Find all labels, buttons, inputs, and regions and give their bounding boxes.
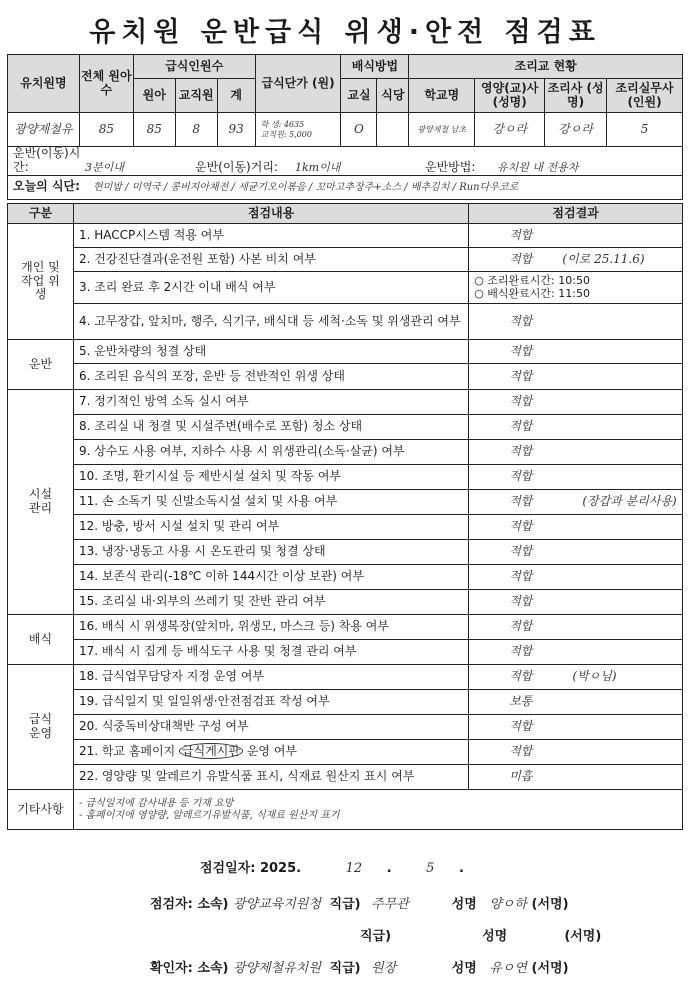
info-kindergarten: 광양제철유	[8, 113, 80, 147]
inspector-org: 광양교육지원청	[233, 897, 321, 912]
check-result: 적합	[469, 304, 683, 340]
other-label: 기타사항	[8, 790, 74, 830]
col-price: 급식단가 (원)	[255, 55, 341, 113]
transport-distance-value: 1km이내	[295, 160, 341, 174]
page-title: 유치원 운반급식 위생·안전 점검표	[89, 17, 601, 48]
col-workers: 조리실무사 (인원)	[607, 79, 683, 113]
col-cook-status: 조리교 현황	[409, 55, 683, 79]
result-value: 적합	[509, 251, 533, 266]
transport-time-label: 운반(이동)시간:	[13, 146, 81, 174]
check-result	[469, 665, 683, 690]
info-total: 85	[79, 113, 133, 147]
head-category: 구분	[8, 204, 74, 224]
check-item: 8. 조리실 내 청결 및 시설주변(배수로 포함) 청소 상태	[73, 415, 468, 440]
check-result	[469, 248, 683, 272]
check-result: 적합	[469, 390, 683, 415]
check-result: 적합	[469, 440, 683, 465]
category-operation: 급식 운영	[8, 665, 74, 790]
category-transport: 운반	[8, 340, 74, 390]
check-item	[73, 740, 468, 765]
confirmer-name-label: 성명	[451, 961, 477, 976]
info-sum: 93	[217, 113, 255, 147]
col-staff: 교직원	[175, 79, 217, 113]
check-result: 적합	[469, 540, 683, 565]
date-day: 5	[426, 861, 435, 876]
check-item: 10. 조명, 환기시설 등 제반시설 설치 및 작동 여부	[73, 465, 468, 490]
info-school: 광양제철 남초	[409, 113, 475, 147]
item-text-after: 운영 여부	[243, 744, 297, 759]
check-item: 7. 정기적인 방역 소독 실시 여부	[73, 390, 468, 415]
check-table	[7, 203, 683, 830]
col-sum: 계	[217, 79, 255, 113]
check-item: 1. HACCP시스템 적용 여부	[73, 224, 468, 248]
second-sign-label: (서명)	[564, 929, 602, 944]
check-result: 적합	[469, 465, 683, 490]
check-item: 16. 배식 시 위생복장(앞치마, 위생모, 마스크 등) 착용 여부	[73, 615, 468, 640]
check-item: 6. 조리된 음식의 포장, 운반 등 전반적인 위생 상태	[73, 364, 468, 390]
other-line-2: - 홈페이지에 영양량, 알레르기유발식품, 식재료 원산지 표기	[78, 809, 340, 821]
check-result	[469, 490, 683, 515]
date-label: 점검일자: 2025.	[200, 861, 302, 876]
check-item: 11. 손 소독기 및 신발소독시설 설치 및 사용 여부	[73, 490, 468, 515]
check-result: 보통	[469, 690, 683, 715]
confirmer-label: 확인자: 소속)	[150, 961, 229, 976]
check-item: 18. 급식업무담당자 지정 운영 여부	[73, 665, 468, 690]
check-item: 15. 조리실 내·외부의 쓰레기 및 잔반 관리 여부	[73, 590, 468, 615]
check-result: 적합	[469, 715, 683, 740]
check-item: 3. 조리 완료 후 2시간 이내 배식 여부	[73, 272, 468, 304]
info-pupils: 85	[133, 113, 175, 147]
result-value: 적합	[509, 669, 533, 684]
transport-time-value: 3분이내	[85, 160, 124, 174]
check-item: 12. 방충, 방서 시설 설치 및 관리 여부	[73, 515, 468, 540]
info-workers: 5	[607, 113, 683, 147]
check-result: 적합	[469, 640, 683, 665]
check-result: 적합	[469, 740, 683, 765]
col-meal-count: 급식인원수	[133, 55, 255, 79]
second-position-label: 직급)	[360, 929, 392, 944]
col-total: 전체 원아수	[79, 55, 133, 113]
other-notes	[73, 790, 682, 830]
check-result: 적합	[469, 515, 683, 540]
check-item: 13. 냉장·냉동고 사용 시 온도관리 및 청결 상태	[73, 540, 468, 565]
second-inspector-line	[360, 925, 601, 944]
confirmer-name: 유ㅇ연	[489, 961, 527, 976]
transport-row	[8, 147, 683, 176]
head-content: 점검내용	[73, 204, 468, 224]
result-note: (박ㅇ님)	[572, 669, 617, 684]
inspector-label: 점검자: 소속)	[150, 897, 229, 912]
result-note: (장갑과 분리사용)	[582, 494, 677, 509]
confirmer-position-label: 직급)	[329, 961, 361, 976]
check-result: 적합	[469, 615, 683, 640]
col-school: 학교명	[409, 79, 475, 113]
check-item: 17. 배식 시 집게 등 배식도구 사용 및 청결 관리 여부	[73, 640, 468, 665]
check-result: 적합	[469, 590, 683, 615]
second-name-label: 성명	[482, 929, 508, 944]
check-item: 14. 보존식 관리(-18℃ 이하 144시간 이상 보관) 여부	[73, 565, 468, 590]
menu-label: 오늘의 식단:	[13, 179, 80, 194]
other-line-1: - 급식일지에 감사내용 등 기재 요망	[78, 798, 234, 809]
result-note-serve-time: ○ 배식완료시간: 11:50	[474, 286, 590, 300]
info-dietitian: 강ㅇ라	[475, 113, 545, 147]
info-table	[7, 54, 683, 200]
check-result: 적합	[469, 364, 683, 390]
check-result	[469, 272, 683, 304]
date-month: 12	[345, 861, 363, 876]
item-text-before: 21. 학교 홈페이지	[78, 744, 180, 759]
info-cook: 강ㅇ라	[545, 113, 607, 147]
confirmer-line	[150, 957, 569, 976]
inspector-line	[150, 893, 569, 912]
result-note-cook-time: ○ 조리완료시간: 10:50	[474, 273, 590, 287]
confirmer-sign-label: (서명)	[531, 961, 569, 976]
check-result: 적합	[469, 340, 683, 364]
col-cook: 조리사 (성명)	[545, 79, 607, 113]
menu-value: 현미밥 / 미역국 / 콩비지아채전 / 세균기오이볶음 / 꼬마고추장주+소스 / 배추김치 / Run다우코로	[93, 182, 519, 194]
category-hygiene: 개인 및 작업 위생	[8, 224, 74, 340]
col-class: 교실	[341, 79, 377, 113]
date-line	[200, 857, 464, 876]
info-staff: 8	[175, 113, 217, 147]
info-cafeteria-mark	[377, 113, 409, 147]
col-kindergarten: 유치원명	[8, 55, 80, 113]
category-facility: 시설 관리	[8, 390, 74, 615]
result-note: (이로 25.11.6)	[562, 251, 645, 266]
check-item: 9. 상수도 사용 여부, 지하수 사용 시 위생관리(소독·살균) 여부	[73, 440, 468, 465]
category-serving: 배식	[8, 615, 74, 665]
head-result: 점검결과	[469, 204, 683, 224]
item-text-circled: 급식게시판	[179, 743, 243, 759]
info-class-mark: O	[341, 113, 377, 147]
check-item: 4. 고무장갑, 앞치마, 행주, 식기구, 배식대 등 세척·소독 및 위생관리 여부	[73, 304, 468, 340]
inspector-sign-label: (서명)	[531, 897, 569, 912]
inspector-name: 양ㅇ하	[489, 897, 527, 912]
col-dietitian: 영양(교)사 (성명)	[475, 79, 545, 113]
info-price	[255, 113, 341, 147]
info-price-pupil: 학 생: 4635	[260, 120, 305, 130]
check-result: 적합	[469, 415, 683, 440]
inspector-position: 주무관	[371, 897, 409, 912]
transport-distance-label: 운반(이동)거리:	[195, 159, 278, 174]
confirmer-position: 원장	[371, 961, 397, 976]
check-item: 22. 영양량 및 알레르기 유발식품 표시, 식재료 원산지 표시 여부	[73, 765, 468, 790]
confirmer-org: 광양제철유치원	[233, 961, 321, 976]
inspector-position-label: 직급)	[329, 897, 361, 912]
inspector-name-label: 성명	[451, 897, 477, 912]
check-result: 적합	[469, 224, 683, 248]
col-pupils: 원아	[133, 79, 175, 113]
menu-row	[8, 175, 683, 199]
col-method: 배식방법	[341, 55, 409, 79]
info-price-staff: 교직원: 5,000	[260, 129, 312, 139]
transport-method-label: 운반방법:	[425, 159, 476, 174]
date-end: .	[458, 861, 464, 876]
result-value: 적합	[509, 494, 533, 509]
check-item: 5. 운반차량의 청결 상태	[73, 340, 468, 364]
date-sep: .	[386, 861, 392, 876]
check-result: 미흡	[469, 765, 683, 790]
check-item: 20. 식중독비상대책반 구성 여부	[73, 715, 468, 740]
check-item: 19. 급식일지 및 일일위생·안전점검표 작성 여부	[73, 690, 468, 715]
check-item: 2. 건강진단결과(운전원 포함) 사본 비치 여부	[73, 248, 468, 272]
check-result: 적합	[469, 565, 683, 590]
col-cafeteria: 식당	[377, 79, 409, 113]
transport-method-value: 유치원 내 전용차	[497, 160, 579, 174]
